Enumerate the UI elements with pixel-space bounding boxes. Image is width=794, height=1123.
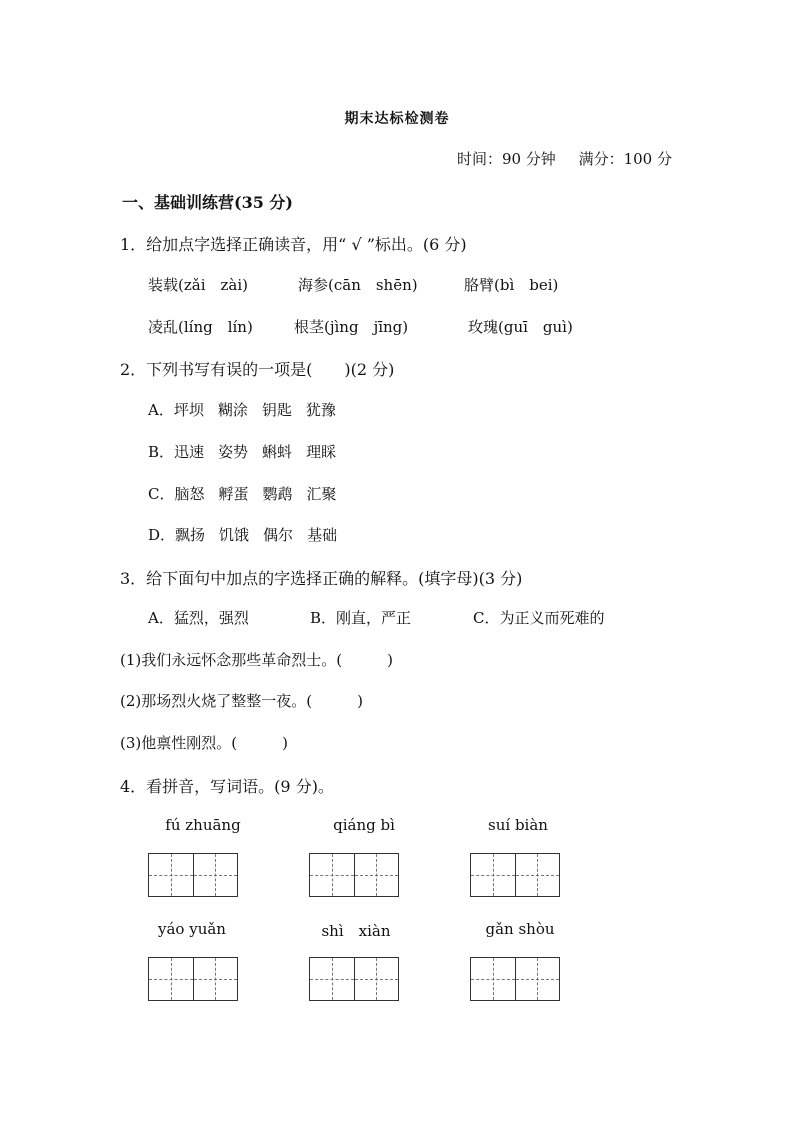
q3-choice-c: C．为正义而死难的	[473, 609, 605, 627]
q3-sub-2: (2)那场烈火烧了整整一夜。( )	[120, 692, 363, 710]
q1-item: 胳臂(bì bei)	[464, 276, 559, 294]
q1-item: 装载(zǎi zài)	[148, 276, 248, 294]
pinyin-label: yáo yuǎn	[158, 920, 226, 938]
question-2-stem: 2．下列书写有误的一项是( )(2 分)	[120, 360, 395, 379]
writing-grid[interactable]	[470, 957, 560, 1001]
q3-choice-a: A．猛烈，强烈	[148, 609, 249, 627]
pinyin-label: fú zhuāng	[165, 816, 241, 834]
writing-grid[interactable]	[148, 853, 238, 897]
exam-title: 期末达标检测卷	[344, 111, 450, 127]
writing-grid[interactable]	[309, 957, 399, 1001]
q1-item: 凌乱(líng lín)	[148, 318, 253, 336]
q2-option-d: D．飘扬 饥饿 偶尔 基础	[148, 526, 338, 544]
q1-item: 海参(cān shēn)	[298, 276, 418, 294]
q1-item: 根茎(jìng jīng)	[294, 318, 409, 336]
q1-item: 玫瑰(guī guì)	[468, 318, 573, 336]
question-3-stem: 3．给下面句中加点的字选择正确的解释。(填字母)(3 分)	[120, 569, 523, 588]
question-4-stem: 4．看拼音，写词语。(9 分)。	[120, 777, 334, 796]
q2-option-c: C．脑怒 孵蛋 鹦鹉 汇聚	[148, 485, 337, 503]
time-limit: 时间：90 分钟	[456, 150, 556, 168]
pinyin-label: gǎn shòu	[485, 920, 555, 938]
writing-grid[interactable]	[309, 853, 399, 897]
full-score: 满分：100 分	[578, 150, 672, 168]
writing-grid[interactable]	[148, 957, 238, 1001]
pinyin-label: qiáng bì	[333, 816, 395, 834]
q3-choice-b: B．刚直，严正	[310, 609, 412, 627]
pinyin-label: suí biàn	[488, 816, 548, 834]
q3-sub-1: (1)我们永远怀念那些革命烈士。( )	[120, 651, 393, 669]
writing-grid[interactable]	[470, 853, 560, 897]
q2-option-a: A．坪坝 糊涂 钥匙 犹豫	[148, 401, 336, 419]
q2-option-b: B．迅速 姿势 蝌蚪 理睬	[148, 443, 337, 461]
section-heading: 一、基础训练营(35 分)	[122, 193, 293, 212]
pinyin-label: shì xiàn	[321, 922, 391, 940]
q3-sub-3: (3)他禀性刚烈。( )	[120, 734, 288, 752]
exam-meta	[457, 148, 672, 169]
question-1-stem: 1．给加点字选择正确读音，用“ √ ”标出。(6 分)	[120, 235, 467, 254]
